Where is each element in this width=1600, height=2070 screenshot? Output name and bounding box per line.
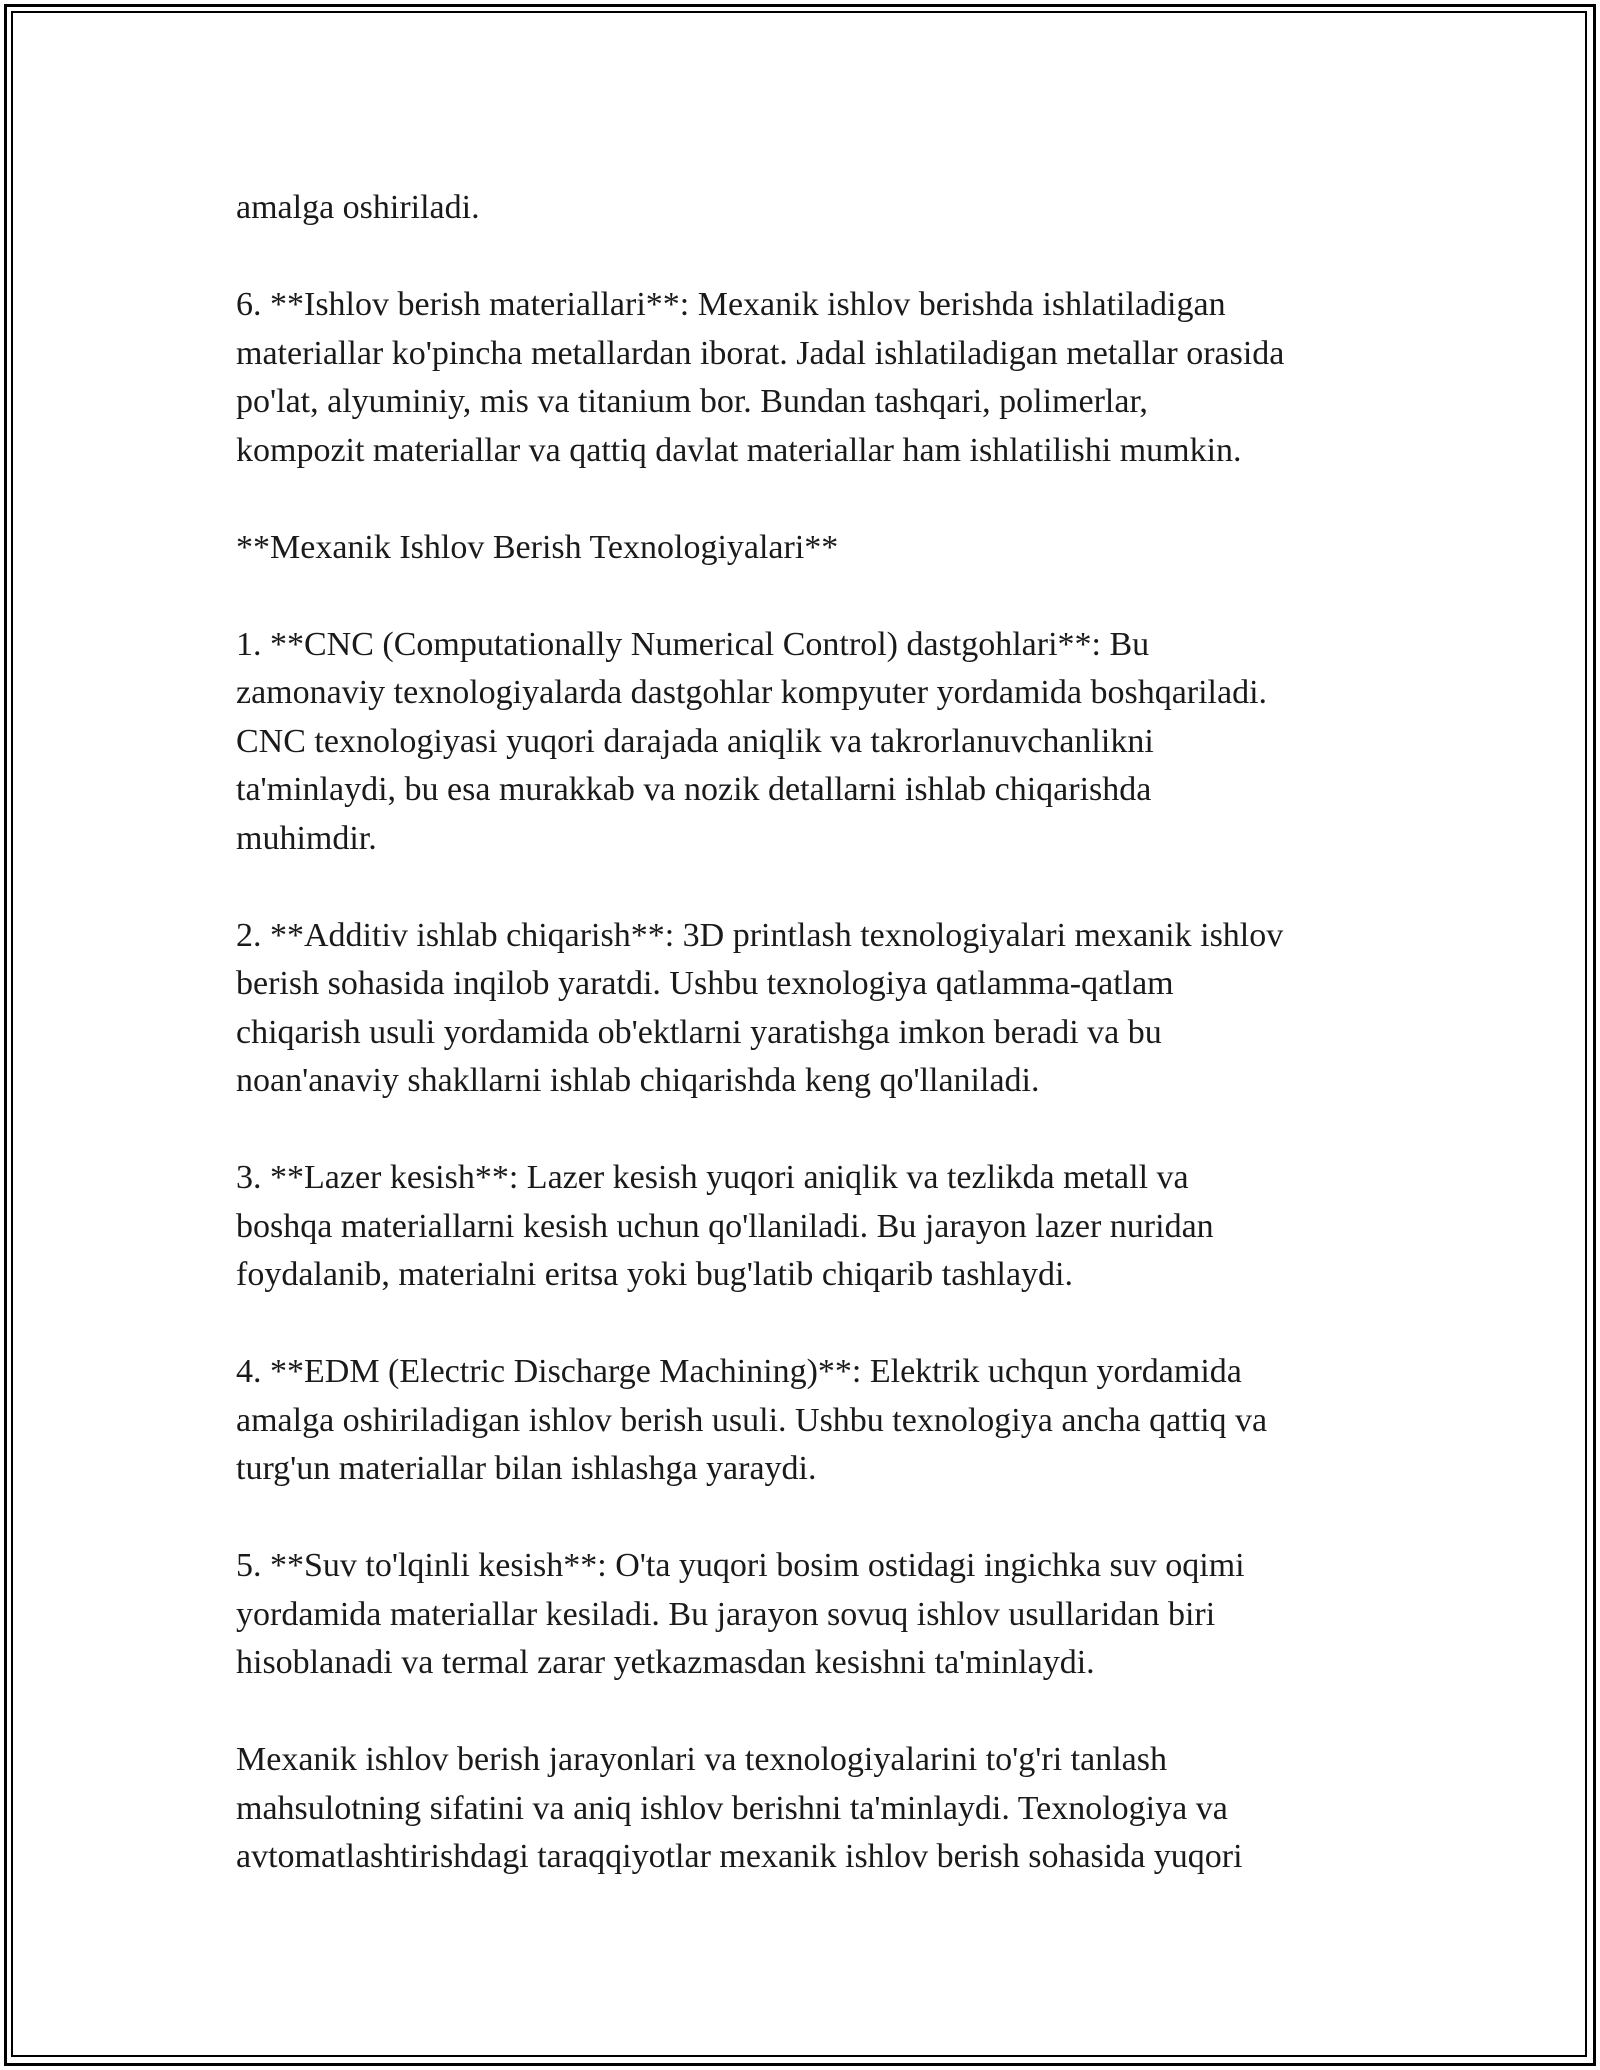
paragraph-item-5-waterjet: 5. **Suv to'lqinli kesish**: O'ta yuqori bosim ostidagi ingichka suv oqimi yordamida materiallar kesiladi. Bu jarayon sovuq ishlov usullaridan biri hisoblanadi va termal zarar yetkazmasdan kesishni ta'minlaydi. (236, 1547, 1245, 1681)
paragraph-item-1-cnc: 1. **CNC (Computationally Numerical Control) dastgohlari**: Bu zamonaviy texnologiyalarda dastgohlar kompyuter yordamida boshqariladi. CNC texnologiyasi yuqori darajada aniqlik va takrorlanuvchanlikni ta'minlaydi, bu esa murakkab va nozik detallarni ishlab chiqarishda muhimdir. (236, 625, 1268, 857)
paragraph-conclusion: Mexanik ishlov berish jarayonlari va texnologiyalarini to'g'ri tanlash mahsulotning sifatini va aniq ishlov berishni ta'minlaydi. Texnologiya va avtomatlashtirishdagi taraqqiyotlar mexanik ishlov berish sohasida yuqori (236, 1741, 1243, 1875)
section-heading: **Mexanik Ishlov Berish Texnologiyalari** (236, 528, 839, 566)
document-body (236, 184, 1386, 1882)
paragraph-item-6-materials: 6. **Ishlov berish materiallari**: Mexanik ishlov berishda ishlatiladigan materiallar ko'pincha metallardan iborat. Jadal ishlatiladigan metallar orasida po'lat, alyuminiy, mis va titanium bor. Bundan tashqari, polimerlar, kompozit materiallar va qattiq davlat materiallar ham ishlatilishi mumkin. (236, 286, 1285, 469)
paragraph-item-2-additive: 2. **Additiv ishlab chiqarish**: 3D printlash texnologiyalari mexanik ishlov berish sohasida inqilob yaratdi. Ushbu texnologiya qatlamma-qatlam chiqarish usuli yordamida ob'ektlarni yaratishga imkon beradi va bu noan'anaviy shakllarni ishlab chiqarishda keng qo'llaniladi. (236, 916, 1284, 1099)
paragraph-item-3-laser: 3. **Lazer kesish**: Lazer kesish yuqori aniqlik va tezlikda metall va boshqa materiallarni kesish uchun qo'llaniladi. Bu jarayon lazer nuridan foydalanib, materialni eritsa yoki bug'latib chiqarib tashlaydi. (236, 1159, 1214, 1293)
paragraph-continuation: amalga oshiriladi. (236, 189, 480, 226)
paragraph-item-4-edm: 4. **EDM (Electric Discharge Machining)**: Elektrik uchqun yordamida amalga oshiriladigan ishlov berish usuli. Ushbu texnologiya ancha qattiq va turg'un materiallar bilan ishlashga yaraydi. (236, 1353, 1268, 1487)
